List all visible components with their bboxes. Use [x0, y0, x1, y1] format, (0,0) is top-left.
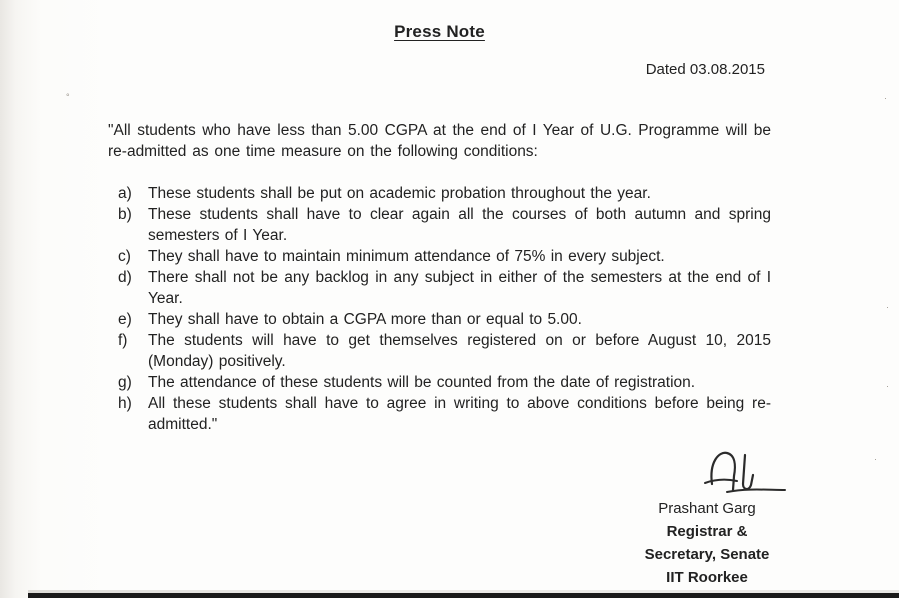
- condition-item: [108, 183, 771, 204]
- condition-label: c): [118, 248, 131, 265]
- condition-label: h): [118, 395, 132, 412]
- condition-item: [108, 330, 771, 372]
- condition-text: They shall have to obtain a CGPA more than or equal to 5.00.: [148, 311, 582, 328]
- scan-artifact: °: [66, 92, 70, 102]
- page-title-text: Press Note: [394, 22, 485, 41]
- scan-bottom-edge: [28, 593, 899, 598]
- condition-label: a): [118, 185, 132, 202]
- condition-item: [108, 393, 771, 435]
- condition-label: d): [118, 269, 132, 286]
- signature-block: [612, 446, 802, 589]
- condition-text: These students shall be put on academic probation throughout the year.: [148, 185, 651, 202]
- signatory-role-line: Secretary, Senate: [644, 546, 770, 563]
- scan-artifact: ·: [886, 381, 889, 391]
- scan-artifact: ·: [884, 93, 887, 103]
- condition-text: All these students shall have to agree in writing to above conditions before being re-admitted.": [148, 395, 771, 433]
- condition-text: The attendance of these students will be counted from the date of registration.: [148, 374, 696, 391]
- condition-label: g): [118, 374, 132, 391]
- date-line: Dated 03.08.2015: [645, 61, 765, 78]
- condition-item: [108, 372, 771, 393]
- condition-item: [108, 309, 771, 330]
- condition-label: f): [118, 332, 128, 349]
- condition-label: b): [118, 206, 132, 223]
- condition-label: e): [118, 311, 132, 328]
- condition-item: [108, 267, 771, 309]
- handwritten-signature-icon: [696, 446, 788, 496]
- intro-paragraph: "All students who have less than 5.00 CGPA at the end of I Year of U.G. Programme will be re-admitted as one time measure on the following conditions:: [108, 122, 771, 160]
- scan-artifact: ·: [886, 302, 889, 312]
- condition-text: They shall have to maintain minimum attendance of 75% in every subject.: [148, 248, 665, 265]
- signatory-role-line: IIT Roorkee: [666, 569, 748, 586]
- signatory-name: Prashant Garg: [658, 500, 756, 517]
- condition-item: [108, 246, 771, 267]
- signatory-role-line: Registrar &: [666, 523, 748, 540]
- condition-text: There shall not be any backlog in any subject in either of the semesters at the end of I Year.: [148, 269, 771, 307]
- condition-text: These students shall have to clear again all the courses of both autumn and spring semesters of I Year.: [148, 206, 771, 244]
- scan-artifact: ·: [874, 454, 877, 464]
- conditions-list: [108, 183, 771, 435]
- page-title: [108, 20, 771, 44]
- condition-item: [108, 204, 771, 246]
- condition-text: The students will have to get themselves registered on or before August 10, 2015 (Monday) positively.: [148, 332, 771, 370]
